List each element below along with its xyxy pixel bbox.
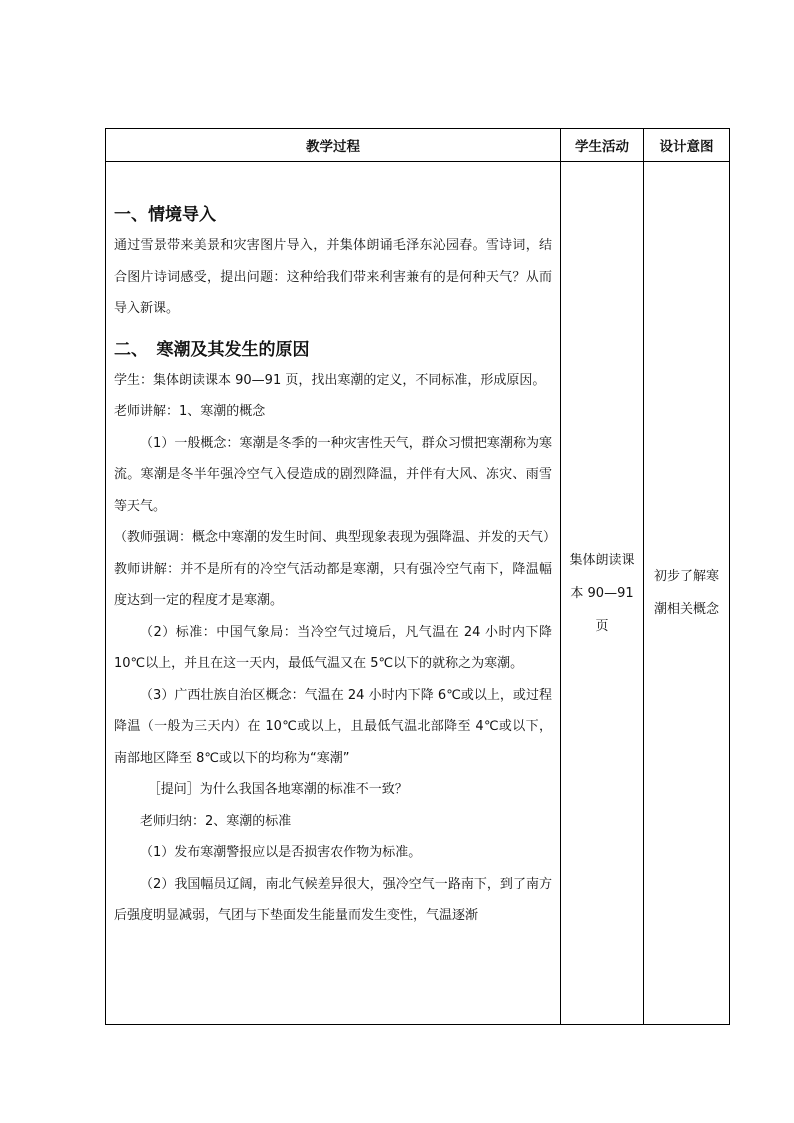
student-read-text: 学生：集体朗读课本 90—91 页，找出寒潮的定义，不同标准，形成原因。	[114, 372, 546, 388]
lesson-plan-table	[105, 128, 730, 1025]
teacher-explain2: 教师讲解：并不是所有的冷空气活动都是寒潮，只有强冷空气南下，降温幅度达到一定的程度才是寒潮。	[114, 561, 552, 608]
section1-title: 一、情境导入	[114, 205, 216, 225]
header-student-activity: 学生活动	[561, 129, 644, 162]
teacher-summary: 老师归纳：2、寒潮的标准	[140, 813, 292, 829]
student-activity-text: 集体朗读课本 90—91 页	[569, 552, 635, 634]
summary-item-1: （1）发布寒潮警报应以是否损害农作物为标准。	[140, 845, 422, 860]
summary-item-2: （2）我国幅员辽阔，南北气候差异很大，强冷空气一路南下，到了南方后强度明显减弱，气团与下垫面发生能量而发生变性，气温逐渐	[114, 876, 552, 923]
design-intent-text: 初步了解寒潮相关概念	[653, 569, 719, 617]
header-teaching-process: 教学过程	[106, 129, 561, 162]
student-activity-cell	[561, 162, 644, 1025]
concept-general: （1）一般概念：寒潮是冬季的一种灾害性天气，群众习惯把寒潮称为寒流。寒潮是冬半年强冷空气入侵造成的剧烈降温，并伴有大风、冻灾、雨雪等天气。	[114, 435, 552, 514]
teaching-process-cell	[106, 162, 561, 1025]
teacher-explain1: 老师讲解：1、寒潮的概念	[114, 404, 266, 419]
section2-title: 二、 寒潮及其发生的原因	[114, 339, 310, 360]
content-row	[106, 162, 730, 1025]
header-row	[106, 129, 730, 162]
standard-national: （2）标准：中国气象局：当冷空气过境后，凡气温在 24 小时内下降 10℃以上，并且在这一天内，最低气温又在 5℃以下的就称之为寒潮。	[114, 624, 552, 671]
header-design-intent: 设计意图	[644, 129, 730, 162]
teacher-emphasis: （教师强调：概念中寒潮的发生时间、典型现象表现为强降温、并发的天气）	[114, 530, 557, 545]
section1-text: 通过雪景带来美景和灾害图片导入，并集体朗诵毛泽东沁园春。雪诗词，结合图片诗词感受，提出问题：这种给我们带来利害兼有的是何种天气？从而导入新课。	[114, 238, 552, 316]
standard-guangxi: （3）广西壮族自治区概念：气温在 24 小时内下降 6℃或以上，或过程降温（一般为三天内）在 10℃或以上，且最低气温北部降至 4℃或以下，南部地区降至 8℃或以下的均称为“寒潮”	[114, 687, 552, 766]
design-intent-cell	[644, 162, 730, 1025]
question-text: ［提问］为什么我国各地寒潮的标准不一致？	[147, 782, 408, 797]
